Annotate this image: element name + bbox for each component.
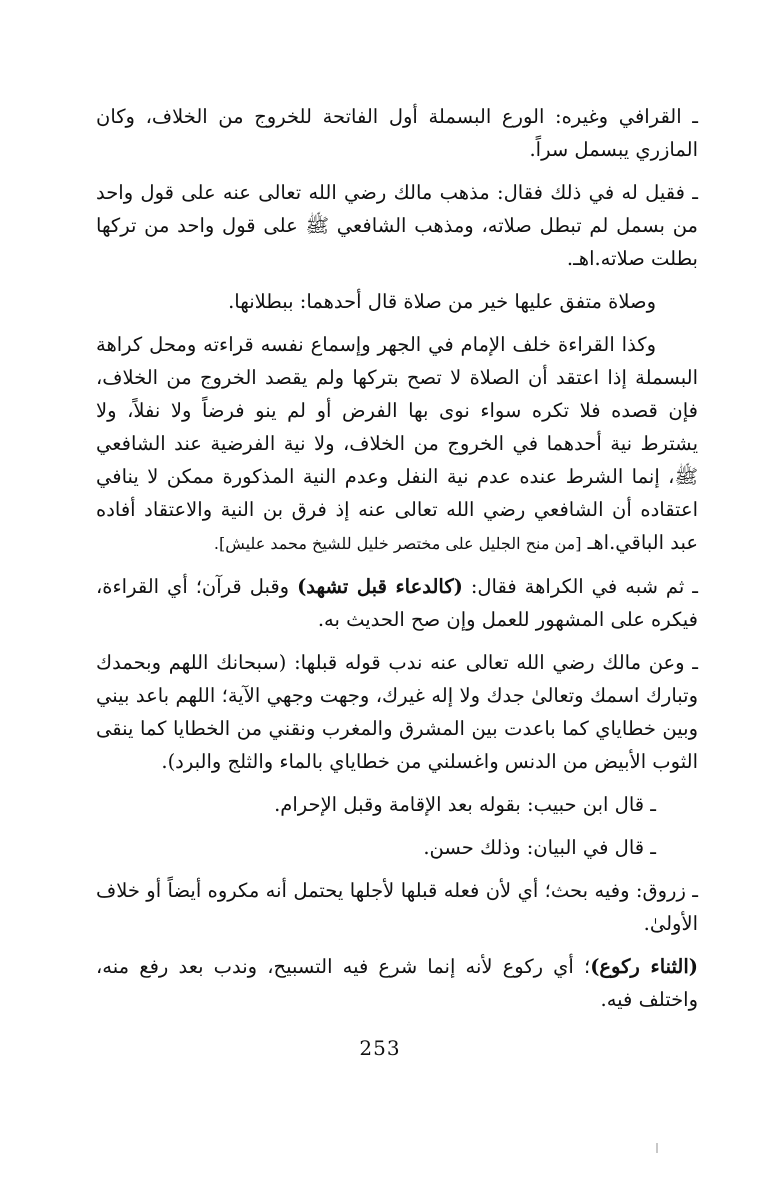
scan-mark (656, 1143, 658, 1153)
source-citation: [من منح الجليل على مختصر خليل للشيخ محمد عليش]. (213, 534, 582, 553)
text-segment: وقبل قرآن؛ أي القراءة، فيكره على المشهور للعمل وإن صح الحديث به. (96, 575, 698, 631)
bold-phrase: (الثناء ركوع) (590, 955, 699, 978)
paragraph (96, 570, 698, 636)
text-segment: ؛ أي ركوع لأنه إنما شرع فيه التسبيح، وندب بعد رفع منه، واختلف فيه. (96, 955, 698, 1011)
paragraph (96, 831, 698, 864)
text-segment: وكذا القراءة خلف الإمام في الجهر وإسماع نفسه قراءته ومحل كراهة البسملة إذا اعتقد أن الصلاة لا تصح بتركها ولم يقصد الخروج من الخلاف، فإن قصده فلا تكره سواء نوى بها الفرض أو لم ينو فرضاً ولا نفلاً، ولا يشترط نية أحدهما في الخروج من الخلاف، ولا نية الفرضية عند الشافعي ﷺ، إنما الشرط عنده عدم نية النفل وعدم النية المذكورة ممكن لا ينافي اعتقاده أن الشافعي رضي الله تعالى عنه إذ فرق بن النية والاعتقاد أفاده عبد الباقي.اهـ (96, 333, 698, 554)
bold-phrase: (كالدعاء قبل تشهد) (297, 575, 463, 598)
text-segment: ـ فقيل له في ذلك فقال: مذهب مالك رضي الله تعالى عنه على قول واحد من بسمل لم تبطل صلاته، ومذهب الشافعي ﷺ على قول واحد من تركها بطلت صلاته.اهـ. (96, 181, 698, 270)
text-segment: ـ زروق: وفيه بحث؛ أي لأن فعله قبلها لأجلها يحتمل أنه مكروه أيضاً أو خلاف الأولىٰ. (96, 879, 698, 935)
paragraph (96, 176, 698, 275)
paragraph (96, 646, 698, 778)
paragraph (96, 950, 698, 1016)
text-segment: ـ ثم شبه في الكراهة فقال: (462, 575, 698, 598)
paragraph (96, 788, 698, 821)
paragraph-list (96, 100, 698, 1016)
text-segment: ـ قال في البيان: وذلك حسن. (423, 836, 656, 859)
text-segment: وصلاة متفق عليها خير من صلاة قال أحدهما: ببطلانها. (228, 290, 656, 313)
text-segment: ـ قال ابن حبيب: بقوله بعد الإقامة وقبل الإحرام. (274, 793, 656, 816)
page-body (96, 100, 698, 1026)
page-number: 253 (359, 1036, 401, 1060)
paragraph (96, 874, 698, 940)
paragraph (96, 100, 698, 166)
paragraph (96, 285, 698, 318)
text-segment: ـ القرافي وغيره: الورع البسملة أول الفاتحة للخروج من الخلاف، وكان المازري يبسمل سراً. (96, 105, 698, 161)
text-segment: ـ وعن مالك رضي الله تعالى عنه ندب قوله قبلها: (سبحانك اللهم وبحمدك وتبارك اسمك وتعالىٰ جدك ولا إله غيرك، وجهت وجهي الآية؛ اللهم باعد بيني وبين خطاياي كما باعدت بين المشرق والمغرب ونقني من الخطايا كما ينقى الثوب الأبيض من الدنس واغسلني من خطاياي بالماء والثلج والبرد). (96, 651, 698, 773)
paragraph (96, 328, 698, 560)
